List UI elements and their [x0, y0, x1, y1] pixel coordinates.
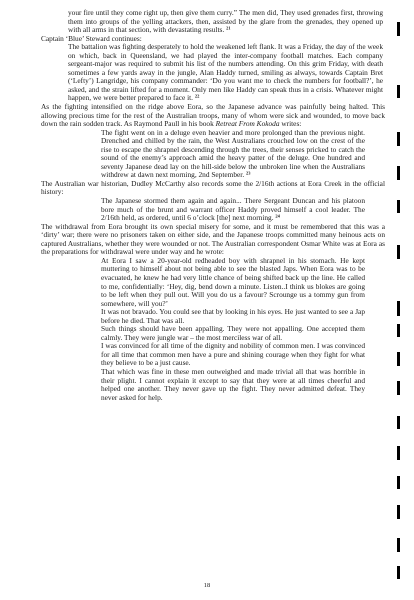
margin-mark — [397, 538, 400, 552]
margin-mark — [397, 301, 400, 316]
footnote-ref: 23 — [246, 170, 251, 176]
margin-mark — [397, 200, 400, 213]
paragraph: Captain ‘Blue’ Steward continues: — [41, 33, 142, 43]
block-quote: The fight went on in a deluge even heavier and more prolonged than the previous night. Drenched and chilled by the rain, the West Australians crouched low on the crest of the rise to escape the shrapnel descending through the trees, their senses pricked to catch the sound of the enemy’s approach amid the heavy patter of the deluge. One hundred and seventy Japanese dead lay on the hill-side below the unbroken line when the Australians withdrew at dawn next morning, 2nd September. $^{23}$ — [101, 127, 365, 180]
paragraph: As the fighting intensified on the ridge above Eora, so the Japanese advance was painfully being halted. This allowing precious time for the rest of the Australian troops, many of whom were sick and wounded, to move back down the rain sodden track. As Raymond Paull in his book Retreat From Kokoda writes: — [41, 102, 385, 129]
footnote-ref: 21 — [226, 25, 231, 31]
margin-mark — [397, 505, 400, 519]
book-title: Retreat From Kokoda — [215, 119, 280, 129]
margin-mark — [397, 416, 400, 429]
block-quote: It was not bravado. You could see that by looking in his eyes. He just wanted to see a Jap before he died. That was all. — [101, 307, 365, 325]
page-number: 18 — [203, 582, 211, 589]
block-quote: Such things should have been appalling. They were not appalling. One accepted them calmly. They were jungle war – the most merciless war of all. — [101, 324, 365, 342]
margin-mark — [397, 446, 400, 460]
text-column — [41, 9, 385, 402]
footnote-ref: 24 — [275, 213, 280, 219]
margin-mark — [397, 166, 400, 180]
margin-mark — [397, 324, 400, 337]
margin-mark — [397, 132, 400, 146]
paragraph: The Australian war historian, Dudley McCarthy also records some the 2/16th actions at Eora Creek in the official history: — [41, 178, 385, 197]
block-quote: your fire until they come right up, then give them curry.” The men did, They used grenades first, throwing them into groups of the yelling attackers, then, assisted by the glare from the grenades, they opened up with all arms in that section, with devastating results. $^{21}$ — [68, 8, 383, 35]
margin-mark — [397, 245, 400, 259]
margin-mark — [397, 476, 400, 489]
paragraph: The withdrawal from Eora brought its own special misery for some, and it must be remembered that this was a ‘dirty’ war; there were no prisoners taken on either side, and the Japanese troops committed many heinous acts on captured Australians, whether they were wounded or not. The Australian correspondent Osmar White was at Eora as the preparations for withdrawal were under way and he wrote: — [41, 221, 385, 257]
block-quote: That which was fine in these men outweighed and made trivial all that was horrible in their plight. I cannot explain it except to say that they were at all times cheerful and helped one another. They never gave up the fight. They never admitted defeat. They never asked for help. — [101, 366, 365, 402]
margin-mark — [397, 381, 400, 395]
margin-mark — [397, 352, 400, 366]
block-quote: The battalion was fighting desperately to hold the weakened left flank. It was a Friday, the day of the week on which, back in Queensland, we had played the inter-company football matches. Each company sergeant-major was required to submit his list of the numbers attending. On this grim Friday, with death sometimes a few yards away in the jungle, Alan Haddy turned, smiling as always, towards Captain Bret (‘Lefty’) Langridge, his company commander: ‘Do you want me to check the numbers for football?’, he asked, and the strain lifted for a moment. Only men like Haddy can speak thus in a crisis. Whatever might happen, we were better prepared to face it. $^{22}$ — [68, 42, 383, 103]
footnote-ref: 22 — [194, 93, 200, 99]
margin-mark — [397, 85, 400, 98]
margin-mark — [397, 566, 400, 579]
margin-mark — [397, 22, 400, 36]
block-quote: At Eora I saw a 20-year-old redheaded boy with shrapnel in his stomach. He kept muttering to himself about not being able to see the blasted Japs. When Eora was to be evacuated, he knew he had very little chance of being shifted back up the line. He called to me, confidentially: ‘Hey, dig, bend down a minute. Listen..I think us blokes are going to be left when they pull out. Will you do us a favour? Scrounge us a tommy gun from somewhere, will you?’ — [101, 255, 365, 308]
block-quote: I was convinced for all time of the dignity and nobility of common men. I was convinced for all time that common men have a pure and shining courage when they fight for what they believe to be a just cause. — [101, 341, 365, 368]
block-quote: The Japanese stormed them again and again... There Sergeant Duncan and his platoon bore much of the brunt and warrant officer Haddy proved himself a cool leader. The 2/16th held, as ordered, until 6 o’clock [the] next morning. $^{24}$ — [101, 196, 365, 223]
